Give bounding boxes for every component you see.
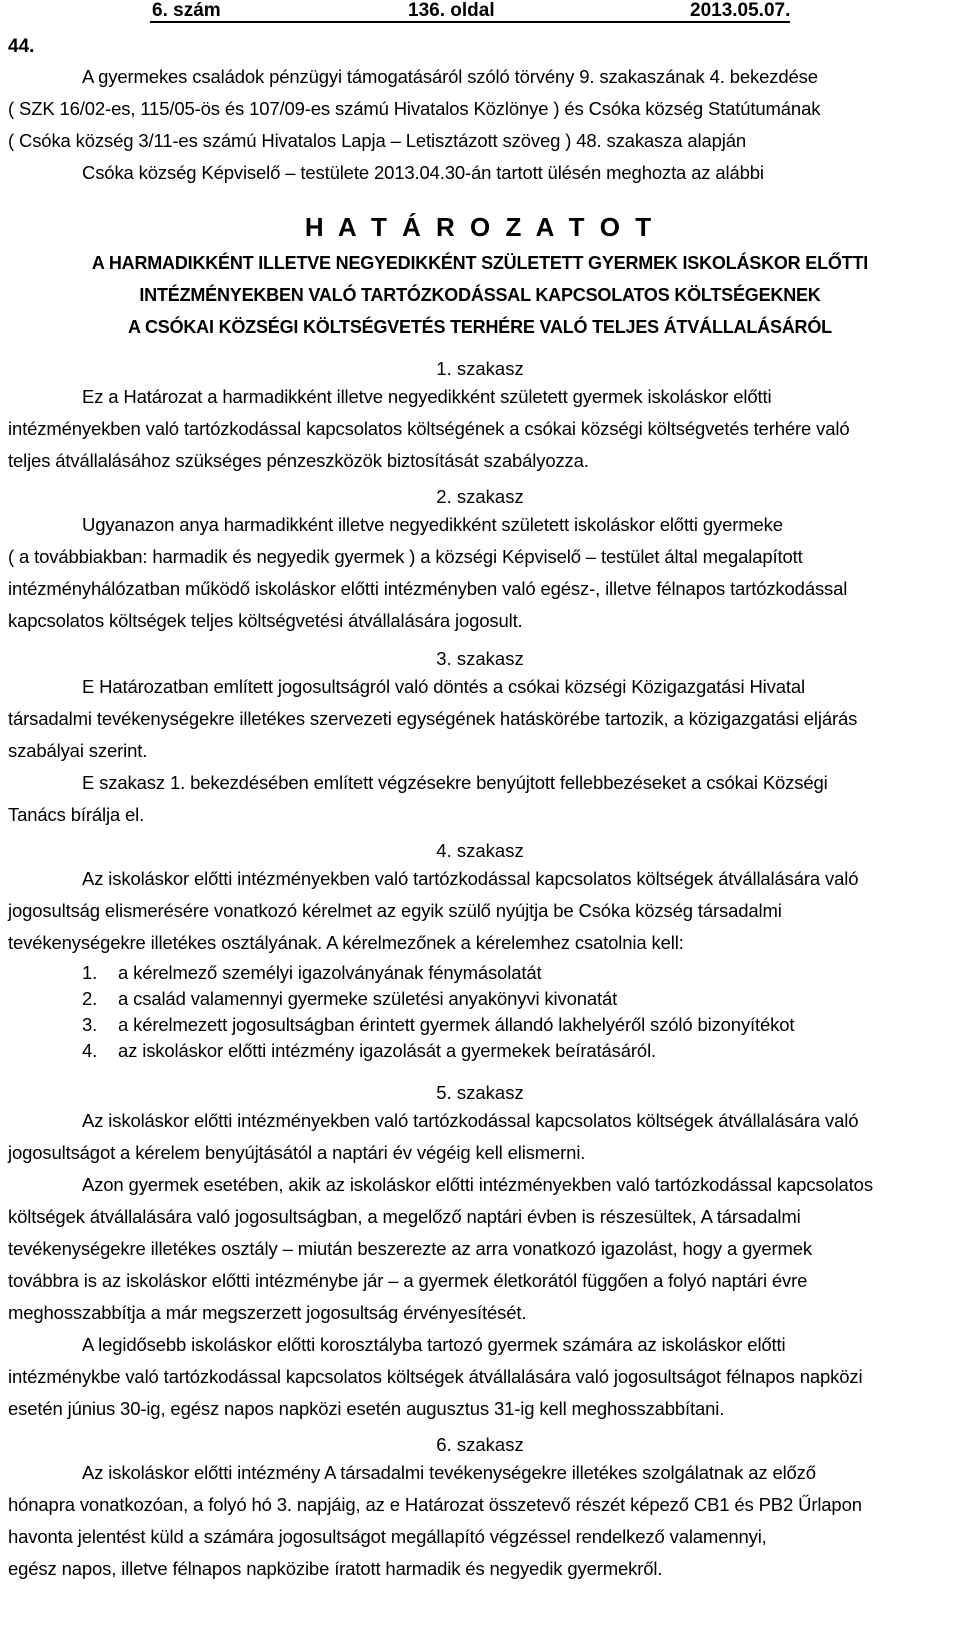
subtitle-line: A HARMADIKKÉNT ILLETVE NEGYEDIKKÉNT SZÜLETETT GYERMEK ISKOLÁSKOR ELŐTTI <box>91 253 869 273</box>
section-text: A legidősebb iskoláskor előtti korosztályba tartozó gyermek számára az iskoláskor előtti <box>82 1334 786 1355</box>
section-text: jogosultság elismerésére vonatkozó kérelmet az egyik szülő nyújtja be Csóka község társadalmi <box>8 900 782 921</box>
section-text: továbbra is az iskoláskor előtti intézménybe jár – a gyermek életkorától függően a folyó naptári évre <box>8 1270 808 1291</box>
preamble-line: A gyermekes családok pénzügyi támogatásáról szóló törvény 9. szakaszának 4. bekezdése <box>82 66 818 87</box>
document-title: H A T Á R O Z A T O T <box>304 212 656 242</box>
section-text: kapcsolatos költségek teljes költségvetési átvállalására jogosult. <box>8 610 523 631</box>
preamble-line: ( SZK 16/02-es, 115/05-ös és 107/09-es számú Hivatalos Közlönye ) és Csóka község Statútumának <box>8 98 821 119</box>
list-item-text: az iskoláskor előtti intézmény igazolását a gyermekek beíratásáról. <box>118 1040 657 1061</box>
section-heading: 5. szakasz <box>436 1082 524 1103</box>
section-text: Ez a Határozat a harmadikként illetve negyedikként született gyermek iskoláskor előtti <box>82 386 772 407</box>
section-heading: 6. szakasz <box>436 1434 524 1455</box>
section-text: E szakasz 1. bekezdésében említett végzésekre benyújtott fellebbezéseket a csókai Községi <box>82 772 828 793</box>
header-underline <box>150 21 790 23</box>
section-heading: 2. szakasz <box>436 486 524 507</box>
section-text: jogosultságot a kérelem benyújtásától a naptári év végéig kell elismerni. <box>8 1142 586 1163</box>
list-item-text: a család valamennyi gyermeke születési anyakönyvi kivonatát <box>118 988 618 1009</box>
section-text: intézménykbe való tartózkodással kapcsolatos költségek átvállalására való jogosultságot félnapos napközi <box>8 1366 863 1387</box>
subtitle-line: INTÉZMÉNYEKBEN VALÓ TARTÓZKODÁSSAL KAPCSOLATOS KÖLTSÉGEKNEK <box>139 285 821 305</box>
preamble-line: ( Csóka község 3/11-es számú Hivatalos Lapja – Letisztázott szöveg ) 48. szakasza alapján <box>8 130 746 151</box>
section-text: E Határozatban említett jogosultságról való döntés a csókai községi Közigazgatási Hivatal <box>82 676 805 697</box>
section-text: hónapra vonatkozóan, a folyó hó 3. napjáig, az e Határozat összetevő részét képező CB1 és PB2 Űrlapon <box>8 1494 862 1515</box>
section-text: egész napos, illetve félnapos napközibe íratott harmadik és negyedik gyermekről. <box>8 1558 663 1579</box>
list-item-text: a kérelmező személyi igazolványának fénymásolatát <box>118 962 542 983</box>
publication-date: 2013.05.07. <box>690 0 791 21</box>
section-text: meghosszabbítja a már megszerzett jogosultság érvényesítését. <box>8 1302 527 1323</box>
section-text: szabályai szerint. <box>8 740 148 761</box>
subtitle-line: A CSÓKAI KÖZSÉGI KÖLTSÉGVETÉS TERHÉRE VALÓ TELJES ÁTVÁLLALÁSÁRÓL <box>128 317 832 337</box>
section-heading: 4. szakasz <box>436 840 524 861</box>
section-text: havonta jelentést küld a számára jogosultságot megállapító végzéssel rendelkező valamennyi, <box>8 1526 767 1547</box>
section-text: tevékenységekre illetékes osztály – miután beszerezte az arra vonatkozó igazolást, hogy a gyermek <box>8 1238 812 1259</box>
section-text: intézményhálózatban működő iskoláskor előtti intézményben való egész-, illetve félnapos tartózkodással <box>8 578 848 599</box>
page-number: 136. oldal <box>408 0 495 21</box>
section-text: teljes átvállalásához szükséges pénzeszközök biztosítását szabályozza. <box>8 450 589 471</box>
item-number: 44. <box>8 36 35 57</box>
section-text: esetén június 30-ig, egész napos napközi esetén augusztus 31-ig kell meghosszabbítani. <box>8 1398 725 1419</box>
section-text: költségek átvállalására való jogosultságban, a megelőző naptári évben is részesültek, A társadalmi <box>8 1206 801 1227</box>
section-text: Az iskoláskor előtti intézmény A társadalmi tevékenységekre illetékes szolgálatnak az előző <box>82 1462 816 1483</box>
section-text: Azon gyermek esetében, akik az iskoláskor előtti intézményekben való tartózkodással kapcsolatos <box>82 1174 873 1195</box>
section-heading: 1. szakasz <box>436 358 524 379</box>
issue-number: 6. szám <box>152 0 221 21</box>
list-item-number: 2. <box>82 988 98 1009</box>
section-text: intézményekben való tartózkodással kapcsolatos költségének a csókai községi költségvetés terhére való <box>8 418 850 439</box>
list-item-number: 1. <box>82 962 98 983</box>
preamble-line: Csóka község Képviselő – testülete 2013.04.30-án tartott ülésén meghozta az alábbi <box>82 162 764 183</box>
list-item-number: 3. <box>82 1014 98 1035</box>
section-heading: 3. szakasz <box>436 648 524 669</box>
section-text: Az iskoláskor előtti intézményekben való tartózkodással kapcsolatos költségek átvállalására való <box>82 868 859 889</box>
section-text: Ugyanazon anya harmadikként illetve negyedikként született iskoláskor előtti gyermeke <box>82 514 783 535</box>
section-text: társadalmi tevékenységekre illetékes szervezeti egységének hatáskörébe tartozik, a közigazgatási eljárás <box>8 708 858 729</box>
section-text: Az iskoláskor előtti intézményekben való tartózkodással kapcsolatos költségek átvállalására való <box>82 1110 859 1131</box>
section-text: Tanács bírálja el. <box>8 804 145 825</box>
section-text: ( a továbbiakban: harmadik és negyedik gyermek ) a községi Képviselő – testület által megalapított <box>8 546 803 567</box>
list-item-number: 4. <box>82 1040 98 1061</box>
section-text: tevékenységekre illetékes osztályának. A kérelmezőnek a kérelemhez csatolnia kell: <box>8 932 684 953</box>
list-item-text: a kérelmezett jogosultságban érintett gyermek állandó lakhelyéről szóló bizonyítékot <box>118 1014 795 1035</box>
